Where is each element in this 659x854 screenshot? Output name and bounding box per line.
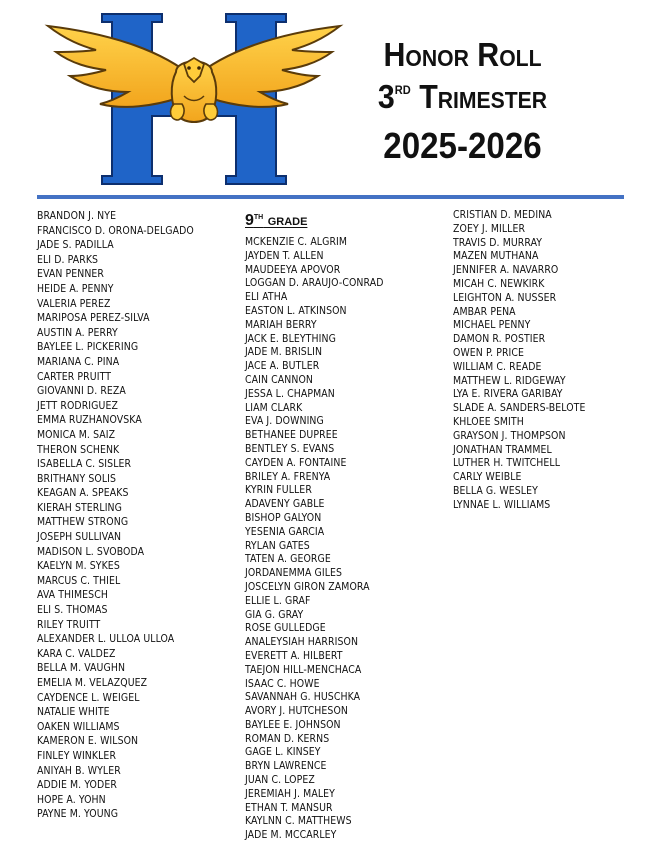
student-name: VALERIA PEREZ — [37, 297, 111, 310]
student-name: GAGE L. KINSEY — [245, 746, 321, 759]
student-name: ISAAC C. HOWE — [245, 677, 320, 690]
student-name: GIA G. GRAY — [245, 608, 304, 621]
name-column-1 — [37, 209, 194, 822]
student-name: JADE M. BRISLIN — [245, 346, 323, 359]
student-name: JONATHAN TRAMMEL — [453, 443, 552, 456]
trimester-number: 3 — [377, 78, 395, 115]
student-name: MCKENZIE C. ALGRIM — [245, 236, 348, 248]
trimester-word: Trimester — [410, 78, 548, 115]
student-name: MATTHEW STRONG — [37, 516, 129, 529]
student-name: CRISTIAN D. MEDINA — [453, 209, 552, 221]
student-name: FINLEY WINKLER — [37, 749, 117, 762]
student-name: EVERETT A. HILBERT — [245, 649, 343, 662]
student-name: MARIAH BERRY — [245, 318, 317, 331]
student-name: ANALEYSIAH HARRISON — [245, 636, 359, 649]
student-name: JAYDEN T. ALLEN — [245, 249, 324, 262]
student-name: MAUDEEYA APOVOR — [245, 263, 341, 276]
student-name: KARA C. VALDEZ — [37, 647, 116, 660]
student-name: ELI S. THOMAS — [37, 604, 108, 617]
student-name: EMELIA M. VELAZQUEZ — [37, 677, 148, 689]
hawk-h-logo-icon — [44, 12, 344, 188]
title-line-school-year: 2025-2026 — [383, 125, 542, 166]
student-name: MAZEN MUTHANA — [453, 250, 539, 263]
student-name: GRAYSON J. THOMPSON — [453, 429, 566, 442]
student-name: EASTON L. ATKINSON — [245, 304, 347, 317]
student-name: ADDIE M. YODER — [37, 779, 117, 792]
student-name: ANIYAH B. WYLER — [37, 764, 121, 777]
student-name: HOPE A. YOHN — [37, 793, 106, 806]
student-name: BAYLEE L. PICKERING — [37, 341, 139, 354]
student-name: MATTHEW L. RIDGEWAY — [453, 374, 566, 387]
student-name: JOSCELYN GIRON ZAMORA — [245, 580, 370, 593]
title-line-honor-roll: Honor Roll — [383, 36, 542, 73]
student-name: MONICA M. SAIZ — [37, 428, 116, 441]
student-name: JADE M. MCCARLEY — [245, 829, 337, 842]
student-name: ADAVENY GABLE — [245, 498, 325, 511]
student-name: MADISON L. SVOBODA — [37, 545, 145, 558]
student-name: JORDANEMMA GILES — [245, 567, 343, 580]
student-name: BELLA G. WESLEY — [453, 484, 538, 497]
student-name: LUTHER H. TWITCHELL — [453, 457, 561, 470]
student-name: CARTER PRUITT — [37, 370, 111, 383]
student-name: BRYN LAWRENCE — [245, 760, 327, 773]
trimester-ordinal: rd — [394, 79, 411, 98]
grade-word: grade — [263, 212, 308, 229]
student-name: PAYNE M. YOUNG — [37, 808, 119, 821]
student-name: BAYLEE E. JOHNSON — [245, 718, 341, 731]
student-name: ROMAN D. KERNS — [245, 732, 330, 745]
student-name: BRILEY A. FRENYA — [245, 470, 331, 483]
grade-heading-9th — [245, 212, 307, 232]
student-name: OWEN P. PRICE — [453, 346, 525, 359]
student-name: EVAN PENNER — [37, 268, 105, 281]
student-name: KEAGAN A. SPEAKS — [37, 487, 129, 500]
student-name: BELLA M. VAUGHN — [37, 662, 126, 675]
student-name: HEIDE A. PENNY — [37, 282, 114, 295]
student-name: LEIGHTON A. NUSSER — [453, 291, 557, 304]
student-name: CAYDENCE L. WEIGEL — [37, 691, 140, 704]
student-name: JACK E. BLEYTHING — [245, 332, 336, 345]
student-name: CAIN CANNON — [245, 373, 313, 386]
student-name: TATEN A. GEORGE — [245, 553, 331, 566]
student-name: BRANDON J. NYE — [37, 210, 117, 222]
student-name: DAMON R. POSTIER — [453, 333, 546, 346]
student-name: RILEY TRUITT — [37, 618, 101, 631]
student-name: CAYDEN A. FONTAINE — [245, 456, 347, 469]
student-name: YESENIA GARCIA — [245, 525, 325, 538]
student-name: LYA E. RIVERA GARIBAY — [453, 388, 563, 401]
student-name: MARIANA C. PINA — [37, 355, 120, 368]
student-name: BRITHANY SOLIS — [37, 472, 117, 485]
student-name: ETHAN T. MANSUR — [245, 801, 333, 814]
student-name: AMBAR PENA — [453, 305, 516, 318]
student-name: LOGGAN D. ARAUJO-CONRAD — [245, 277, 384, 290]
student-name: EVA J. DOWNING — [245, 415, 324, 428]
name-column-2 — [245, 210, 384, 843]
student-name: ELI D. PARKS — [37, 253, 99, 266]
student-name: MICHAEL PENNY — [453, 319, 531, 332]
student-name: ISABELLA C. SISLER — [37, 458, 132, 471]
student-name: ELLIE L. GRAF — [245, 594, 311, 607]
grade-number: 9 — [245, 212, 254, 229]
student-name: WILLIAM C. READE — [453, 360, 542, 373]
student-name: JADE S. PADILLA — [37, 239, 114, 252]
student-name: JACE A. BUTLER — [245, 360, 320, 373]
student-name: ALEXANDER L. ULLOA ULLOA — [37, 633, 175, 646]
student-name: LIAM CLARK — [245, 401, 303, 414]
student-name: ROSE GULLEDGE — [245, 622, 326, 635]
student-name: GIOVANNI D. REZA — [37, 385, 126, 398]
grade-ordinal: th — [253, 211, 264, 222]
student-name: ZOEY J. MILLER — [453, 222, 526, 235]
student-name: OAKEN WILLIAMS — [37, 720, 120, 733]
student-name: KAELYN M. SYKES — [37, 560, 120, 573]
student-name: BETHANEE DUPREE — [245, 429, 338, 442]
student-name: JOSEPH SULLIVAN — [37, 531, 122, 544]
student-name: CARLY WEIBLE — [453, 471, 522, 484]
student-name: MARIPOSA PEREZ-SILVA — [37, 312, 150, 325]
name-column-3 — [453, 209, 585, 513]
student-name: JUAN C. LOPEZ — [245, 774, 315, 787]
student-name: NATALIE WHITE — [37, 706, 110, 719]
student-name: ELI ATHA — [245, 291, 288, 304]
student-name: TRAVIS D. MURRAY — [453, 236, 543, 249]
student-name: SLADE A. SANDERS-BELOTE — [453, 402, 586, 415]
student-name: THERON SCHENK — [37, 443, 120, 456]
header-divider — [37, 195, 624, 199]
student-name: EMMA RUZHANOVSKA — [37, 414, 142, 427]
student-name: AVORY J. HUTCHESON — [245, 705, 349, 718]
student-name: AUSTIN A. PERRY — [37, 326, 118, 339]
student-name: JESSA L. CHAPMAN — [245, 387, 335, 400]
student-name: RYLAN GATES — [245, 539, 310, 552]
student-name: TAEJON HILL-MENCHACA — [245, 663, 362, 676]
student-name: AVA THIMESCH — [37, 589, 108, 602]
student-name: KAYLNN C. MATTHEWS — [245, 815, 352, 828]
student-name: BISHOP GALYON — [245, 511, 322, 524]
student-name: MICAH C. NEWKIRK — [453, 277, 545, 290]
student-name: KAMERON E. WILSON — [37, 735, 139, 748]
student-name: JETT RODRIGUEZ — [37, 399, 118, 412]
student-name: JEREMIAH J. MALEY — [245, 787, 335, 800]
student-name: KYRIN FULLER — [245, 484, 312, 497]
student-name: KHLOEE SMITH — [453, 415, 524, 428]
title-line-trimester — [364, 80, 562, 113]
student-name: LYNNAE L. WILLIAMS — [453, 498, 551, 511]
student-name: SAVANNAH G. HUSCHKA — [245, 691, 361, 704]
student-name: MARCUS C. THIEL — [37, 574, 121, 587]
student-name: JENNIFER A. NAVARRO — [453, 264, 559, 277]
student-name: BENTLEY S. EVANS — [245, 442, 335, 455]
student-name: KIERAH STERLING — [37, 501, 122, 514]
student-name: FRANCISCO D. ORONA-DELGADO — [37, 224, 194, 237]
